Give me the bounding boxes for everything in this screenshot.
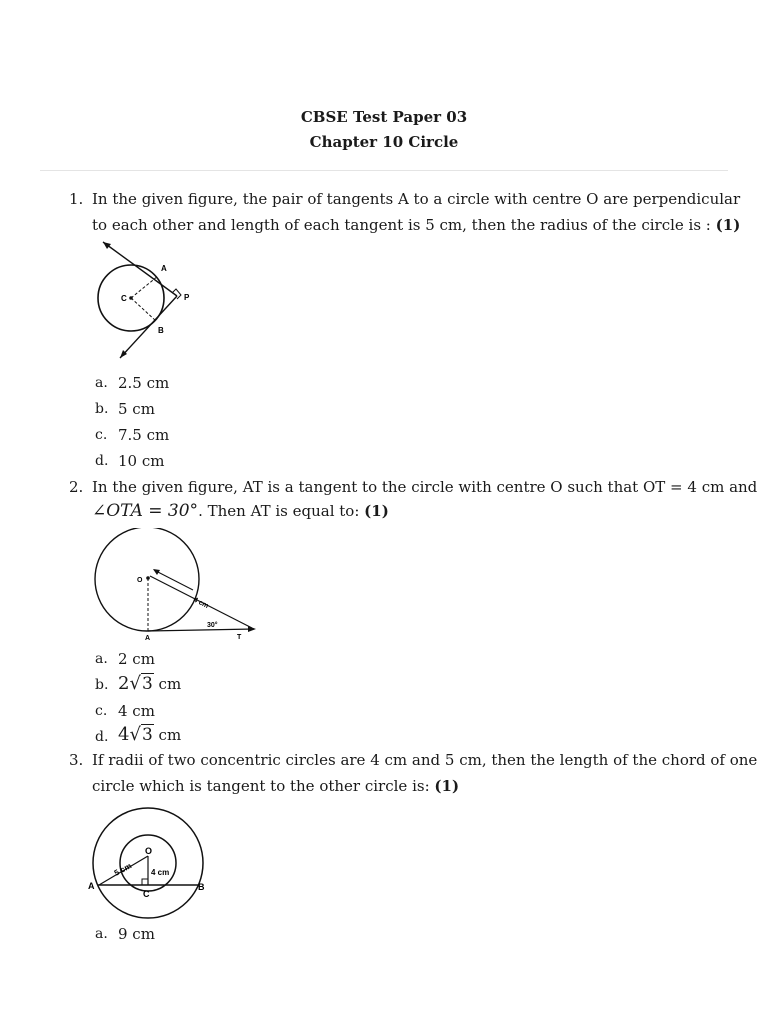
label-b: B <box>198 882 205 892</box>
label-a: A <box>161 264 167 273</box>
chapter-title: Chapter 10 Circle <box>309 133 459 151</box>
question-text-line-1: In the given figure, AT is a tangent to the circle with centre O such that OT = 4 cm and <box>92 478 758 496</box>
question-number: 3. <box>69 751 84 769</box>
question-text-line-2 <box>92 216 740 234</box>
option-text: 10 cm <box>118 452 165 470</box>
angle-expression: ∠OTA = 30° <box>92 501 199 521</box>
question-number: 2. <box>69 478 84 496</box>
figure-tangents <box>95 240 205 368</box>
figure-tangent-30 <box>90 528 262 644</box>
radicand: 3 <box>141 725 153 745</box>
coefficient: 4 <box>118 724 130 745</box>
marks: (1) <box>434 777 460 795</box>
option-label: d. <box>95 453 109 469</box>
figure-concentric-circles <box>88 806 212 922</box>
label-o: O <box>137 577 143 584</box>
divider <box>40 170 728 171</box>
label-a: A <box>88 881 95 891</box>
option-text: 5 cm <box>118 400 155 418</box>
option-text: 7.5 cm <box>118 426 170 444</box>
label-outer-radius: 5 cm <box>112 861 134 878</box>
option-text: 2.5 cm <box>118 374 170 392</box>
unit: cm <box>158 726 182 744</box>
question-text: to each other and length of each tangent is 5 cm, then the radius of the circle is : <box>92 216 711 234</box>
option-label: a. <box>95 651 108 667</box>
option-label: b. <box>95 677 109 693</box>
question-text-line-2 <box>92 777 459 795</box>
label-length: 4 cm <box>192 596 210 611</box>
label-c: C <box>121 294 127 303</box>
option-label: a. <box>95 926 108 942</box>
marks: (1) <box>364 502 389 520</box>
label-p: P <box>184 293 190 302</box>
unit: cm <box>158 675 182 693</box>
question-text: . Then AT is equal to: <box>198 502 360 520</box>
option-label: b. <box>95 401 109 417</box>
radicand: 3 <box>141 674 153 694</box>
option-label: a. <box>95 375 108 391</box>
option-text <box>118 724 181 745</box>
option-label: c. <box>95 427 108 443</box>
question-text-line-2 <box>92 501 389 521</box>
label-a: A <box>145 635 151 642</box>
paper-title: CBSE Test Paper 03 <box>300 108 468 126</box>
question-text: circle which is tangent to the other circle is: <box>92 777 430 795</box>
label-angle: 30° <box>207 622 218 629</box>
option-text: 9 cm <box>118 925 155 943</box>
option-text <box>118 673 181 694</box>
sqrt-sign: √ <box>129 673 141 694</box>
label-b: B <box>158 326 164 335</box>
label-inner-radius: 4 cm <box>151 868 170 877</box>
label-o: O <box>145 846 153 856</box>
option-label: c. <box>95 703 108 719</box>
coefficient: 2 <box>118 673 130 694</box>
label-c: C <box>143 889 150 899</box>
option-text: 2 cm <box>118 650 155 668</box>
question-text-line-1: In the given figure, the pair of tangents A to a circle with centre O are perpendicular <box>92 190 741 208</box>
question-text-line-1: If radii of two concentric circles are 4 cm and 5 cm, then the length of the chord of one <box>92 751 758 769</box>
marks: (1) <box>715 216 741 234</box>
label-t: T <box>237 634 242 641</box>
question-number: 1. <box>69 190 84 208</box>
option-text: 4 cm <box>118 702 155 720</box>
sqrt-sign: √ <box>129 724 141 745</box>
option-label: d. <box>95 729 109 745</box>
